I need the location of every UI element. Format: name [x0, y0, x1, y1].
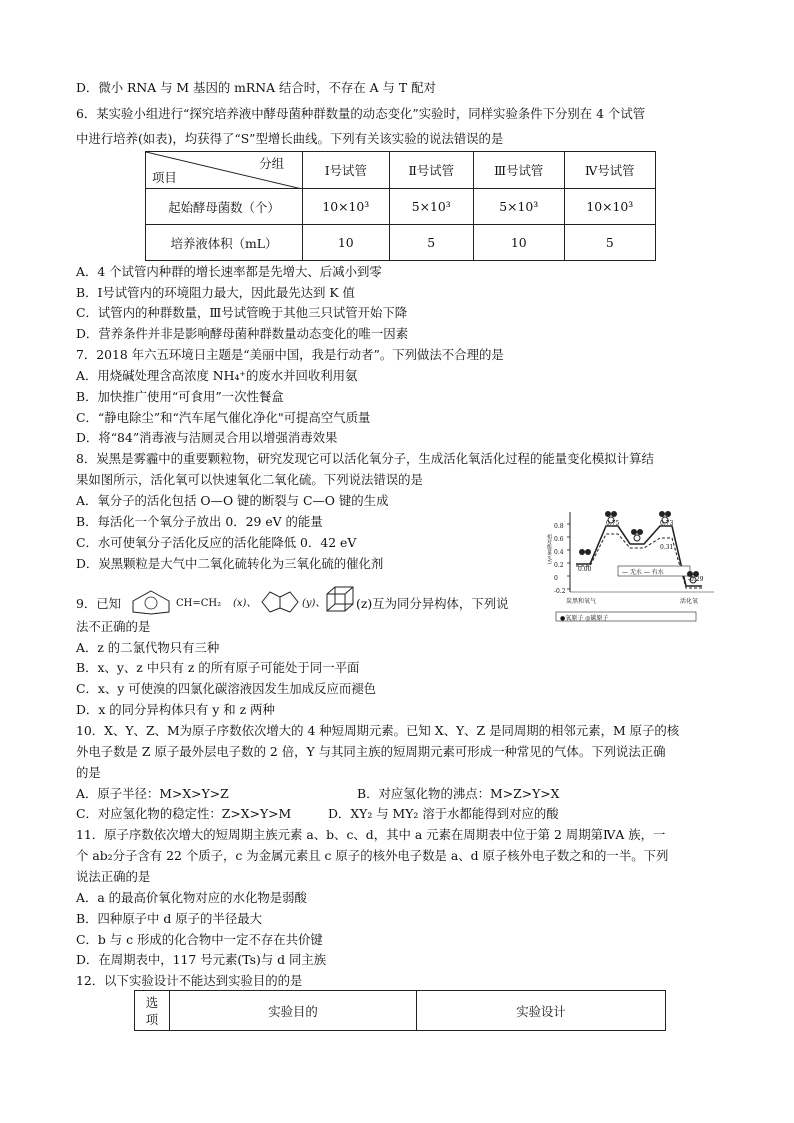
corner-top-label: 分组: [259, 156, 284, 171]
q5-option-d: D．微小 RNA 与 M 基因的 mRNA 结合时，不存在 A 与 T 配对: [76, 80, 436, 95]
value-label: 0.73: [660, 520, 674, 527]
table-cell: 5: [389, 225, 473, 261]
x-left-label: 炭黑和氧气: [566, 598, 597, 605]
table-cell: 10×10³: [564, 189, 655, 225]
energy-figure: [548, 504, 718, 622]
table-cell: 5: [564, 225, 655, 261]
table-header: Ⅳ号试管: [564, 152, 655, 189]
q8-option-a: A．氧分子的活化包括 O—O 键的断裂与 C—O 键的生成: [76, 493, 389, 508]
q9-option-c: C．x、y 可使溴的四氯化碳溶液因发生加成反应而褪色: [76, 681, 377, 696]
benzene-ring-structure: [128, 589, 174, 615]
q11-stem-line1: 11．原子序数依次增大的短周期主族元素 a、b、c、d，其中 a 元素在周期表中位于第 2 周期第ⅣA 族，一: [76, 827, 666, 842]
y-tick: 0.2: [554, 562, 564, 569]
q10-stem-line2: 外电子数是 Z 原子最外层电子数的 2 倍，Y 与其同主族的短周期元素可形成一种常见的气体。下列说法正确: [76, 744, 666, 759]
q6-stem-line1: 6．某实验小组进行“探究培养液中酵母菌种群数量的动态变化”实验时，同样实验条件下分别在 4 个试管: [76, 106, 646, 121]
q8-stem-line2: 果如图所示，活化氧可以快速氧化二氧化硫。下列说法错误的是: [76, 472, 423, 487]
table-header: Ⅰ号试管: [303, 152, 390, 189]
row-label: 培养液体积（mL）: [146, 225, 303, 261]
q11-option-b: B．四种原子中 d 原子的半径最大: [76, 911, 262, 926]
q7-option-a: A．用烧碱处理含高浓度 NH₄⁺的废水并回收利用氨: [76, 368, 358, 383]
q8-option-d: D．炭黑颗粒是大气中二氧化硫转化为三氧化硫的催化剂: [76, 556, 384, 571]
q10-stem-line1: 10．X、Y、Z、M为原子序数依次增大的 4 种短周期元素。已知 X、Y、Z 是同周期的相邻元素，M 原子的核: [76, 723, 680, 738]
q9-option-b: B．x、y、z 中只有 z 的所有原子可能处于同一平面: [76, 660, 360, 675]
q10-option-b: B．对应氢化物的沸点：M>Z>Y>X: [357, 786, 560, 801]
figure-footer: ●氧原子 ◎碳原子: [560, 615, 609, 622]
value-label: 0.31: [660, 544, 674, 551]
table-cell: 10: [473, 225, 564, 261]
table-cell: 5×10³: [473, 189, 564, 225]
design-column-header: 实验设计: [417, 991, 666, 1031]
q6-option-c: C．试管内的种群数量，Ⅲ号试管晚于其他三只试管开始下降: [76, 305, 408, 320]
legend: — 无水 — 有水: [622, 569, 664, 576]
q9-stem-pre: 9．已知: [76, 596, 122, 611]
q12-table: [134, 990, 666, 1031]
header-char: 选: [145, 994, 159, 1010]
q9-stem-line2: 法不正确的是: [76, 619, 151, 634]
table-cell: 5×10³: [389, 189, 473, 225]
option-column-header: [135, 991, 170, 1031]
corner-bottom-label: 项目: [152, 170, 177, 185]
q11-option-a: A．a 的最高价氧化物对应的水化物是弱酸: [76, 890, 307, 905]
q11-stem-line3: 说法正确的是: [76, 869, 151, 884]
cubane-structure: [324, 584, 356, 614]
y-tick: -0.2: [554, 588, 566, 595]
table-row: [146, 225, 656, 261]
value-label: -0.29: [688, 576, 704, 583]
row-label: 起始酵母菌数（个）: [146, 189, 303, 225]
q9-option-a: A．z 的二氯代物只有三种: [76, 640, 220, 655]
table-row: [146, 189, 656, 225]
q8-option-b: B．每活化一个氧分子放出 0．29 eV 的能量: [76, 514, 323, 529]
q6-table: [145, 151, 656, 261]
q6-option-a: A．4 个试管内种群的增长速率都是先增大、后减小到零: [76, 264, 382, 279]
header-char: 项: [145, 1011, 159, 1027]
bicyclic-structure: [258, 588, 302, 614]
y-tick: 0.6: [554, 536, 564, 543]
y-tick: 0.8: [554, 523, 564, 530]
y-tick: 0.4: [554, 549, 564, 556]
q6-option-d: D．营养条件并非是影响酵母菌种群数量动态变化的唯一因素: [76, 326, 409, 341]
table-corner-cell: [146, 152, 303, 189]
q10-stem-line3: 的是: [76, 765, 101, 780]
q10-option-a: A．原子半径：M>X>Y>Z: [76, 786, 229, 801]
q10-option-d: D．XY₂ 与 MY₂ 溶于水都能得到对应的酸: [328, 806, 559, 821]
q11-option-d: D．在周期表中，117 号元素(Ts)与 d 同主族: [76, 952, 327, 967]
q6-option-b: B．Ⅰ号试管内的环境阻力最大，因此最先达到 K 值: [76, 285, 355, 300]
x-formula: CH=CH₂: [176, 598, 222, 609]
q7-option-d: D．将“84”消毒液与洁厕灵合用以增强消毒效果: [76, 430, 338, 445]
q7-option-c: C．“静电除尘”和“汽车尾气催化净化"可提高空气质量: [76, 410, 371, 425]
y-tick: 0: [554, 575, 558, 582]
table-header: Ⅲ号试管: [473, 152, 564, 189]
purpose-column-header: 实验目的: [170, 991, 417, 1031]
table-header: Ⅱ号试管: [389, 152, 473, 189]
x-label: (x)、: [233, 598, 257, 609]
y-label: (y)、: [302, 598, 326, 609]
q6-stem-line2: 中进行培养(如表)，均获得了“S”型增长曲线。下列有关该实验的说法错误的是: [76, 131, 504, 146]
q8-option-c: C．水可使氧分子活化反应的活化能降低 0．42 eV: [76, 535, 357, 550]
z-label: (z)互为同分异构体，下列说: [356, 596, 509, 611]
table-cell: 10: [303, 225, 390, 261]
x-right-label: 活化氧: [680, 598, 699, 605]
q12-stem: 12．以下实验设计不能达到实验目的的是: [76, 973, 303, 988]
q11-option-c: C．b 与 c 形成的化合物中一定不存在共价键: [76, 932, 323, 947]
value-label: 0.00: [578, 566, 592, 573]
q11-stem-line2: 个 ab₂分子含有 22 个质子，c 为金属元素且 c 原子的核外电子数是 a、d 原子核外电子数之和的一半。下列: [76, 848, 669, 863]
q8-stem-line1: 8．炭黑是雾霾中的重要颗粒物，研究发现它可以活化氧分子，生成活化氧活化过程的能量变化模拟计算结: [76, 451, 654, 466]
value-label: 0.75: [606, 520, 620, 527]
y-axis-label: 相对能量(eV): [546, 534, 552, 565]
table-row: [135, 991, 666, 1031]
q10-option-c: C．对应氢化物的稳定性：Z>X>Y>M: [76, 806, 292, 821]
table-cell: 10×10³: [303, 189, 390, 225]
q9-option-d: D．x 的同分异构体只有 y 和 z 两种: [76, 702, 275, 717]
y-tick-labels: [554, 520, 566, 598]
q7-option-b: B．加快推广使用“可食用”一次性餐盒: [76, 389, 284, 404]
q7-stem: 7．2018 年六五环境日主题是“美丽中国，我是行动者”。下列做法不合理的是: [76, 347, 504, 362]
